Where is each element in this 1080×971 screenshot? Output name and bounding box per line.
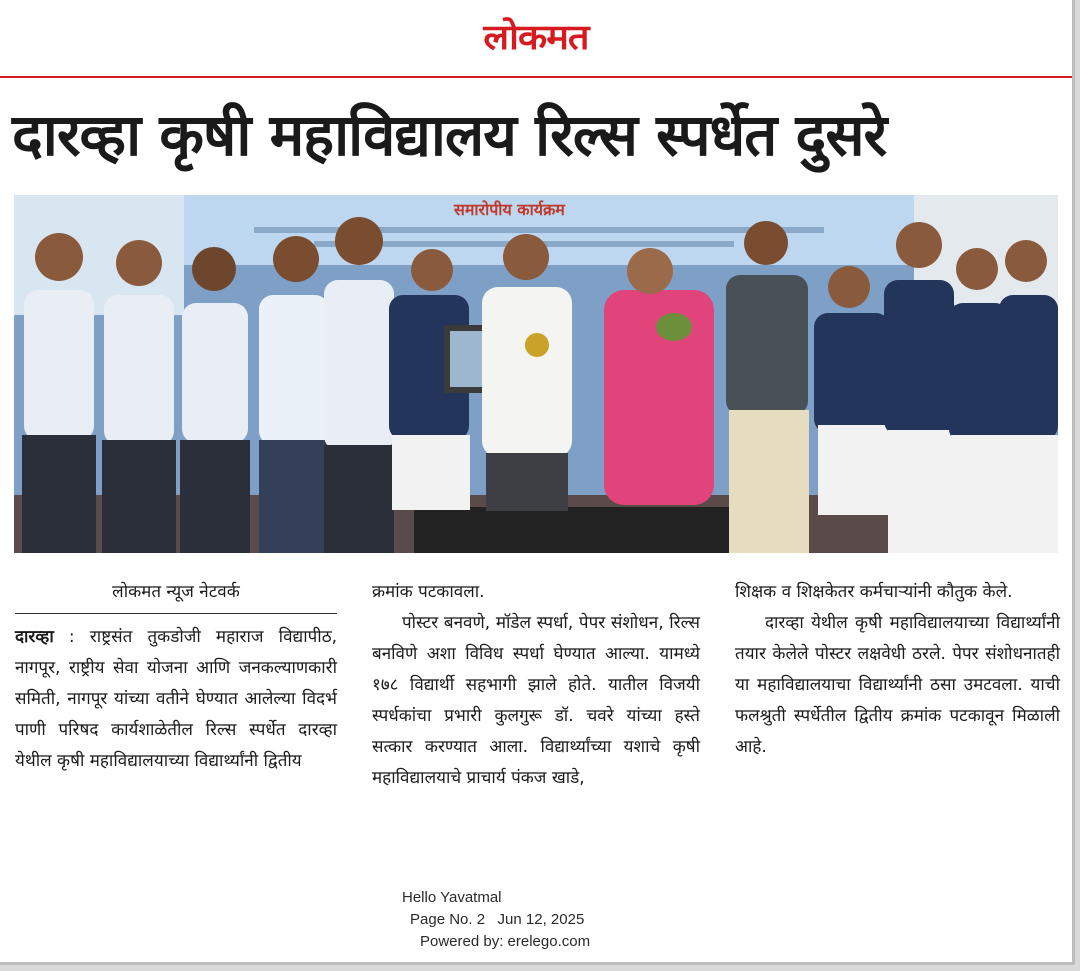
lokmat-logo: लोकमत bbox=[483, 16, 589, 58]
edition-name: Hello Yavatmal bbox=[402, 889, 502, 906]
article-column-3 bbox=[735, 577, 1060, 763]
powered-by: Powered by: erelego.com bbox=[420, 933, 591, 950]
page-date: Page No. 2 Jun 12, 2025 bbox=[410, 911, 585, 928]
masthead-divider bbox=[0, 76, 1072, 78]
article-column-1 bbox=[15, 577, 337, 777]
article-column-2 bbox=[372, 577, 700, 794]
article-col3-lead: शिक्षक व शिक्षकेतर कर्मचाऱ्यांनी कौतुक केले. bbox=[735, 582, 1013, 602]
headline: दारव्हा कृषी महाविद्यालय रिल्स स्पर्धेत दुसरे bbox=[12, 101, 887, 169]
article-col2-paragraph: पोस्टर बनवणे, मॉडेल स्पर्धा, पेपर संशोधन, रिल्स बनविणे अशा विविध स्पर्धा घेण्यात आल्या. यामध्ये १७८ विद्यार्थी सहभागी झाले होते. यातील विजयी स्पर्धकांचा प्रभारी कुलगुरू डॉ. चवरे यांच्या हस्ते सत्कार करण्यात आला. विद्यार्थ्यांच्या यशाचे कृषी महाविद्यालयाचे प्राचार्य पंकज खाडे, bbox=[372, 613, 700, 788]
byline: लोकमत न्यूज नेटवर्क bbox=[15, 577, 337, 614]
article-col2-lead: क्रमांक पटकावला. bbox=[372, 582, 485, 602]
news-photo bbox=[14, 195, 1058, 553]
article-col3-paragraph: दारव्हा येथील कृषी महाविद्यालयाच्या विद्यार्थ्यांनी तयार केलेले पोस्टर लक्षवेधी ठरले. पेपर संशोधनातही या महाविद्यालयाचा विद्यार्थ्यांनी ठसा उमटवला. याची फलश्रुती स्पर्धेतील द्वितीय क्रमांक पटकावून मिळाली आहे. bbox=[735, 613, 1060, 757]
banner-title: समारोपीय कार्यक्रम bbox=[454, 200, 565, 219]
dateline: दारव्हा bbox=[15, 627, 54, 647]
group-photo-illustration bbox=[14, 195, 1058, 553]
article-col1-text: : राष्ट्रसंत तुकडोजी महाराज विद्यापीठ, नागपूर, राष्ट्रीय सेवा योजना आणि जनकल्याणकारी समिती, नागपूर यांच्या वतीने घेण्यात आलेल्या विदर्भ पाणी परिषद कार्यशाळेतील रिल्स स्पर्धेत दारव्हा येथील कृषी महाविद्यालयाच्या विद्यार्थ्यांनी द्वितीय bbox=[15, 627, 337, 771]
eprint-footer bbox=[396, 887, 656, 953]
article-intro bbox=[15, 622, 337, 777]
masthead bbox=[0, 8, 1072, 66]
